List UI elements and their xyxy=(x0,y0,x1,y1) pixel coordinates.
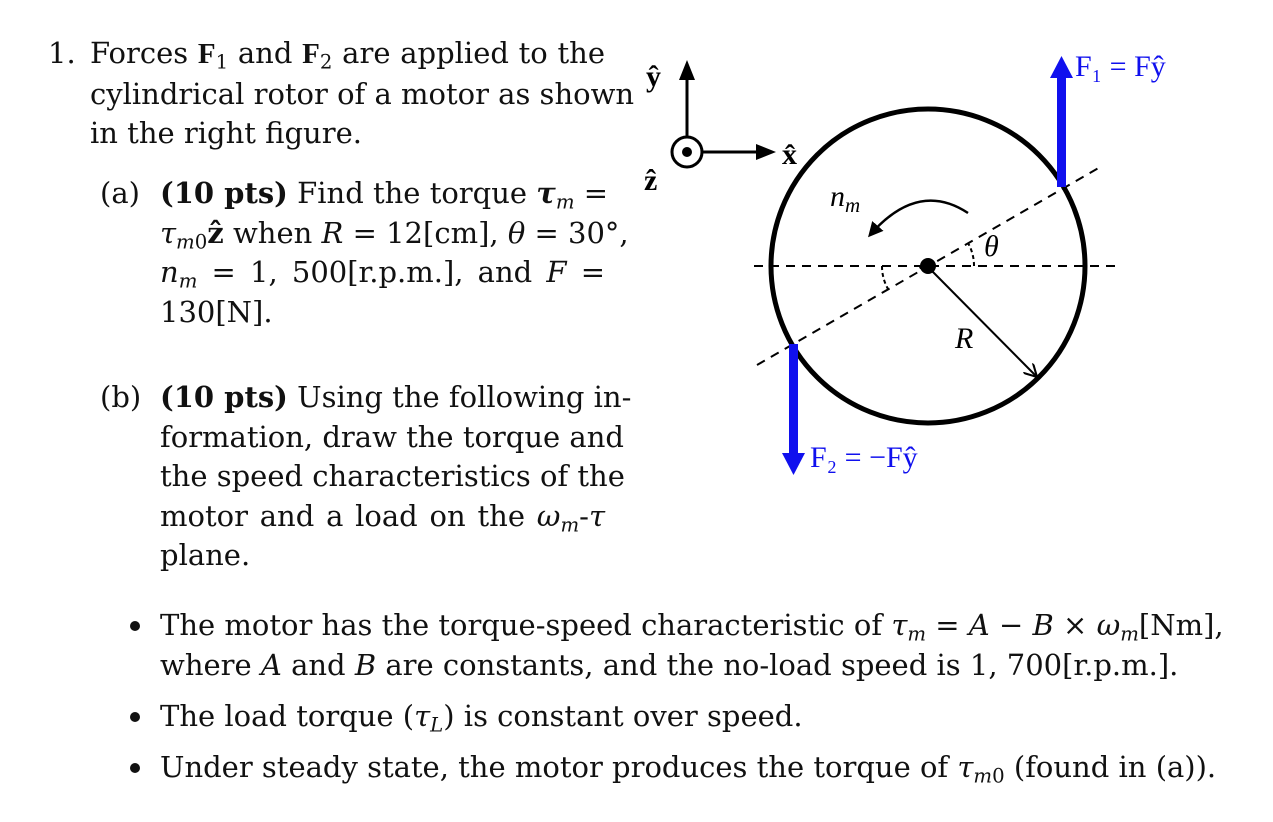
part-b-line-1: (10 pts) Using the following in- xyxy=(160,380,632,414)
theta-arc-left xyxy=(882,266,888,289)
intro-line-1: Forces $F_1$ and $F_2$ are applied to the xyxy=(90,36,605,74)
angle-label: θ xyxy=(984,230,999,263)
speed-label-n: n xyxy=(830,180,845,213)
part-b-line-5: plane. xyxy=(160,538,251,572)
force-f1-arrowhead xyxy=(1050,56,1073,78)
intro-line-2: cylindrical rotor of a motor as shown xyxy=(90,76,635,111)
intro-line-3: in the right figure. xyxy=(90,116,362,150)
bullet-1-line-1: The motor has the torque-speed characteristic of $\tau_m = A - B \times \omega_m[Nm]$, xyxy=(160,608,1224,646)
radius-arrow xyxy=(933,272,1037,377)
part-b-line-2: formation, draw the torque and xyxy=(160,419,624,454)
rotation-arc xyxy=(870,201,968,235)
theta-arc-right xyxy=(968,243,974,266)
part-b-line-4: motor and a load on the $\omega_m-\tau$ xyxy=(160,498,605,537)
axis-x-label: x̂ xyxy=(782,138,797,171)
force-f2-shaft xyxy=(789,344,798,456)
axis-z-label: ẑ xyxy=(644,164,658,197)
part-a-line-4: 130[N]. xyxy=(160,294,273,329)
force-f2-label: F₂ = −Fŷ xyxy=(810,441,918,474)
speed-label-sub: m xyxy=(845,193,861,217)
part-a-line-2: $\tau_{m0}ẑ$ when R = 12[cm], θ = 30°, xyxy=(160,215,629,254)
bullet-3-line-1: Under steady state, the motor produces the torque of $\tau_{m0}$ (found in (a)). xyxy=(160,750,1217,788)
part-a-label: (a) xyxy=(100,176,140,210)
part-b-line-3: the speed characteristics of the xyxy=(160,459,625,493)
bullet-1-line-2: where A and B are constants, and the no-load speed is 1, 700[r.p.m.]. xyxy=(160,648,1179,682)
part-a-line-3: $n_m = 1$, 500[r.p.m.], and F = xyxy=(160,255,605,293)
part-a-line-1: (10 pts) Find the torque $\tau_m$ = xyxy=(160,176,609,214)
coordinate-axes xyxy=(644,60,797,197)
part-b-label: (b) xyxy=(100,380,142,414)
y-axis-arrowhead xyxy=(679,60,695,80)
radius-label: R xyxy=(955,322,974,355)
force-f1-label: F₁ = Fŷ xyxy=(1075,50,1166,83)
z-axis-dot xyxy=(682,147,692,157)
bullet-2-line-1: The load torque $(\tau_L)$ is constant over speed. xyxy=(160,699,803,737)
x-axis-arrowhead xyxy=(756,144,776,160)
axis-y-label: ŷ xyxy=(646,60,661,93)
speed-label xyxy=(830,180,860,217)
force-f1-shaft xyxy=(1057,75,1066,187)
problem-number: 1. xyxy=(48,36,76,70)
force-f2-arrowhead xyxy=(782,453,805,475)
